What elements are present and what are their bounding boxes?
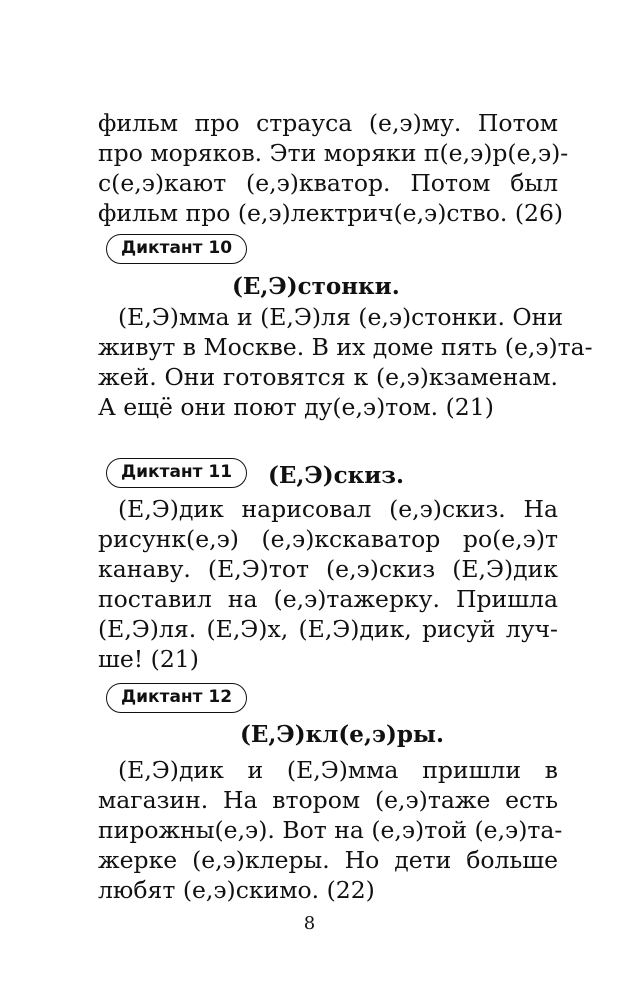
text-line: ше! (21) [98, 645, 199, 673]
dictation-badge: Диктант 10 [106, 234, 247, 264]
dictation-title: (Е,Э)скиз. [268, 462, 404, 489]
text-line: фильм про (е,э)лектрич(е,э)ство. (26) [98, 199, 564, 227]
text-line: (Е,Э)дик и (Е,Э)мма пришли в [118, 756, 558, 784]
text-line: (Е,Э)ля. (Е,Э)х, (Е,Э)дик, рисуй луч- [98, 615, 558, 643]
text-line: (Е,Э)дик нарисовал (е,э)скиз. На [118, 495, 558, 523]
text-line: магазин. На втором (е,э)таже есть [98, 786, 558, 814]
text-line: А ещё они поют ду(е,э)том. (21) [98, 393, 494, 421]
text-line: живут в Москве. В их доме пять (е,э)та- [98, 333, 593, 361]
text-line: жей. Они готовятся к (е,э)кзаменам. [98, 363, 558, 391]
text-line: канаву. (Е,Э)тот (е,э)скиз (Е,Э)дик [98, 555, 558, 583]
text-line: жерке (е,э)клеры. Но дети больше [98, 846, 558, 874]
text-line: (Е,Э)мма и (Е,Э)ля (е,э)стонки. Они [118, 303, 564, 331]
text-line: рисунк(е,э) (е,э)кскаватор ро(е,э)т [98, 525, 558, 553]
text-line: с(е,э)кают (е,э)кватор. Потом был [98, 169, 558, 197]
text-line: любят (е,э)скимо. (22) [98, 876, 375, 904]
dictation-badge: Диктант 12 [106, 683, 247, 713]
text-line: пирожны(е,э). Вот на (е,э)той (е,э)та- [98, 816, 563, 844]
page-number: 8 [303, 913, 316, 934]
dictation-badge: Диктант 11 [106, 458, 247, 488]
text-line: фильм про страуса (е,э)му. Потом [98, 109, 558, 137]
dictation-title: (Е,Э)кл(е,э)ры. [240, 721, 444, 748]
text-line: про моряков. Эти моряки п(е,э)р(е,э)- [98, 139, 569, 167]
text-line: поставил на (е,э)тажерку. Пришла [98, 585, 558, 613]
dictation-title: (Е,Э)стонки. [232, 273, 400, 300]
